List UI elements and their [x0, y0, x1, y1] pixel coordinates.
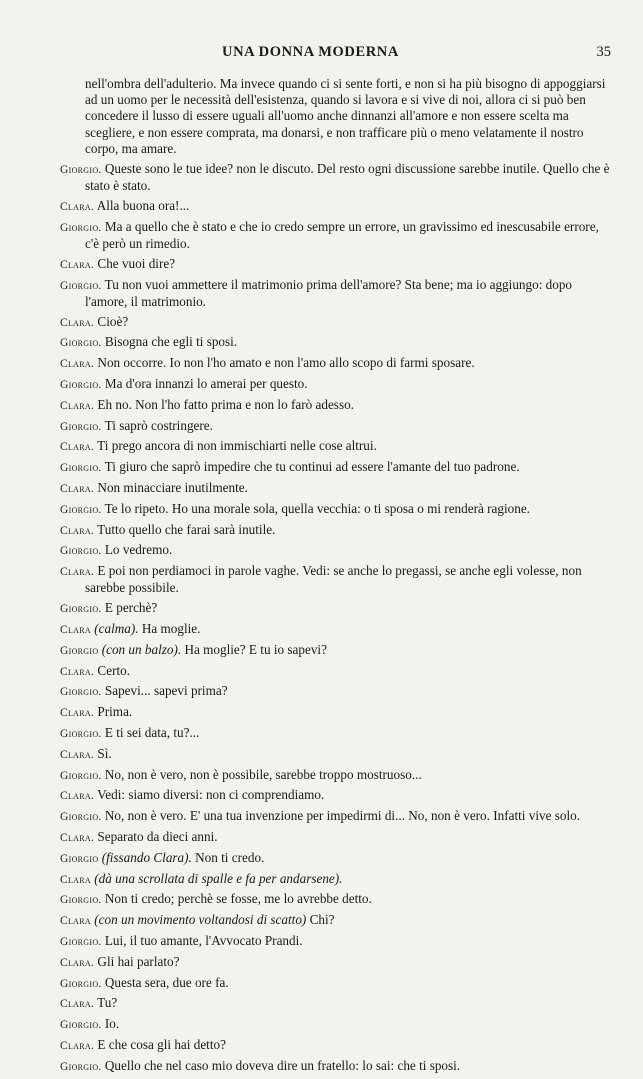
- speech-text: Sì.: [94, 745, 112, 761]
- speaker-name: Clara.: [60, 258, 95, 271]
- speech-text: Lui, il tuo amante, l'Avvocato Prandi.: [101, 932, 303, 948]
- speaker-name: Clara.: [60, 956, 95, 969]
- speech-text: Tu non vuoi ammettere il matrimonio prima dell'amore? Sta bene; ma io aggiungo: dopo l'amore, il matrimonio.: [85, 276, 573, 309]
- speech-text: Vedi: siamo diversi: non ci comprendiamo.: [94, 787, 325, 803]
- speaker-name: Clara.: [60, 790, 95, 803]
- stage-direction: (con un balzo).: [98, 641, 182, 657]
- dialogue-line: [60, 975, 610, 992]
- dialogue-line: [60, 683, 610, 700]
- dialogue-line: [60, 418, 610, 435]
- speaker-name: Clara.: [60, 524, 95, 537]
- speaker-name: Giorgio.: [60, 1019, 102, 1032]
- speech-text: Bisogna che egli ti sposi.: [101, 334, 238, 350]
- speech-text: Lo vedremo.: [101, 542, 173, 558]
- page-number: 35: [596, 44, 611, 60]
- speaker-name: Clara.: [60, 482, 95, 495]
- dialogue-line: [60, 642, 610, 659]
- speech-text: Che vuoi dire?: [94, 255, 176, 271]
- speech-text: Eh no. Non l'ho fatto prima e non lo farò adesso.: [94, 396, 354, 412]
- speaker-name: Giorgio.: [60, 164, 102, 177]
- speech-text: Ti giuro che saprò impedire che tu continui ad essere l'amante del tuo padrone.: [101, 459, 520, 475]
- dialogue-line: [60, 954, 610, 971]
- speech-text: E perchè?: [101, 600, 158, 616]
- speech-text: Alla buona ora!...: [94, 198, 190, 214]
- speech-text: Queste sono le tue idee? non le discuto. Del resto ogni discussione sarebbe inutile. Quello che è stato è stato.: [85, 161, 610, 194]
- speaker-name: Giorgio.: [60, 503, 102, 516]
- dialogue-line: [60, 933, 610, 950]
- dialogue-line: [60, 355, 610, 372]
- speaker-name: Giorgio.: [60, 894, 102, 907]
- speech-text: Separato da dieci anni.: [94, 828, 218, 844]
- dialogue-line: [60, 912, 610, 929]
- speech-text: Non occorre. Io non l'ho amato e non l'amo allo scopo di farmi sposare.: [94, 355, 475, 371]
- speech-text: Non ti credo.: [191, 849, 265, 865]
- speaker-name: Clara.: [60, 399, 95, 412]
- speech-text: E poi non perdiamoci in parole vaghe. Vedi: se anche lo pregassi, se anche egli volesse, non sarebbe possibile.: [85, 563, 582, 596]
- speaker-name: Giorgio.: [60, 935, 102, 948]
- speech-text: Io.: [101, 1016, 120, 1032]
- dialogue-line: [60, 563, 610, 596]
- speech-text: Ma d'ora innanzi lo amerai per questo.: [101, 376, 308, 391]
- dialogue-line: [60, 522, 610, 539]
- speaker-name: Clara: [60, 873, 91, 886]
- dialogue-line: [60, 621, 610, 638]
- dialogue-line: [60, 995, 610, 1012]
- speaker-name: Giorgio.: [60, 420, 102, 433]
- dialogue-line: [60, 376, 610, 393]
- dialogue-line: [60, 871, 610, 888]
- dialogue-line: [60, 334, 610, 351]
- speaker-name: Giorgio.: [60, 279, 102, 292]
- speech-text: Ti saprò costringere.: [101, 417, 213, 433]
- speech-text: Ti prego ancora di non immischiarti nelle cose altrui.: [94, 438, 377, 454]
- speaker-name: Clara.: [60, 998, 95, 1011]
- speaker-name: Giorgio.: [60, 603, 102, 616]
- speech-text: No, non è vero, non è possibile, sarebbe troppo mostruoso...: [101, 766, 422, 782]
- speech-text: No, non è vero. E' una tua invenzione per impedirmi di... No, non è vero. Infatti vive solo.: [101, 808, 581, 824]
- dialogue-line: [60, 256, 610, 273]
- speaker-name: Giorgio.: [60, 221, 102, 234]
- speaker-name: Giorgio.: [60, 811, 102, 824]
- speech-text: E ti sei data, tu?...: [101, 724, 200, 740]
- dialogue-line: [60, 480, 610, 497]
- dialogue-line: [60, 725, 610, 742]
- speaker-name: Giorgio: [60, 852, 99, 865]
- dialogue-line: [60, 829, 610, 846]
- speaker-name: Clara: [60, 915, 91, 928]
- speaker-name: Giorgio.: [60, 769, 102, 782]
- dialogue-line: [60, 542, 610, 559]
- dialogue-line: [60, 501, 610, 518]
- stage-direction: (calma).: [90, 620, 139, 636]
- stage-direction: (con un movimento voltandosi di scatto): [90, 912, 307, 928]
- speaker-name: Giorgio.: [60, 379, 102, 391]
- speech-text: Quello che nel caso mio doveva dire un fratello: lo sai: che ti sposi.: [101, 1057, 461, 1073]
- speaker-name: Clara.: [60, 831, 95, 844]
- speech-text: Tutto quello che farai sarà inutile.: [94, 521, 276, 537]
- speech-text: Chi?: [306, 912, 335, 928]
- speaker-name: Giorgio.: [60, 462, 102, 475]
- speaker-name: Clara.: [60, 316, 95, 329]
- speech-text: Gli hai parlato?: [94, 953, 180, 969]
- speaker-name: Giorgio.: [60, 1060, 102, 1073]
- dialogue-line: [60, 438, 610, 455]
- dialogue-line: [60, 746, 610, 763]
- dialogue-line: [60, 600, 610, 617]
- speech-text: Cioè?: [94, 313, 129, 329]
- dialogue-line: [60, 397, 610, 414]
- dialogue-line: [60, 787, 610, 804]
- speaker-name: Clara.: [60, 1039, 95, 1052]
- speech-text: Ma a quello che è stato e che io credo sempre un errore, un gravissimo ed inescusabile errore, c'è però un rimedio.: [85, 218, 599, 252]
- speaker-name: Clara.: [60, 441, 95, 454]
- speech-text: Ha moglie? E tu io sapevi?: [181, 641, 327, 657]
- speech-text: Non minacciare inutilmente.: [94, 479, 248, 495]
- speaker-name: Clara.: [60, 566, 95, 579]
- dialogue-line: [60, 1037, 610, 1054]
- dialogue-line: [60, 808, 610, 825]
- continuation-paragraph: nell'ombra dell'adulterio. Ma invece quando ci si sente forti, e non si ha più bisogno di appoggiarsi ad un uomo per le necessità dell'esistenza, quando si lavora e si vive di noi, allora ci si può ben concedere il lusso di essere uguali all'uomo anche dinnanzi all'amore e non essere scelta ma scegliere, e non essere comprata, ma donarsi, e non trafficare più o meno velatamente il nostro corpo, ma amare.: [85, 76, 606, 156]
- speech-text: Non ti credo; perchè se fosse, me lo avrebbe detto.: [101, 891, 372, 907]
- speaker-name: Giorgio.: [60, 337, 102, 350]
- running-header: [0, 44, 643, 64]
- speaker-name: Clara.: [60, 748, 95, 761]
- speaker-name: Clara: [60, 623, 91, 636]
- speaker-name: Giorgio: [60, 644, 99, 657]
- running-title: UNA DONNA MODERNA: [222, 44, 399, 60]
- speech-text: Sapevi... sapevi prima?: [101, 683, 228, 699]
- dialogue-line: [60, 850, 610, 867]
- dialogue-line: [60, 704, 610, 721]
- speaker-name: Clara.: [60, 707, 95, 720]
- dialogue-line: [60, 277, 610, 310]
- speaker-name: Clara.: [60, 201, 95, 214]
- dialogue-line: [60, 663, 610, 680]
- speech-text: E che cosa gli hai detto?: [94, 1036, 226, 1052]
- dialogue-line: [60, 198, 610, 215]
- dialogue-line: [60, 314, 610, 331]
- speech-text: Te lo ripeto. Ho una morale sola, quella vecchia: o ti sposa o mi renderà ragione.: [101, 500, 530, 516]
- speaker-name: Giorgio.: [60, 545, 102, 558]
- speech-text: Certo.: [94, 662, 131, 678]
- stage-direction: (fissando Clara).: [98, 849, 192, 865]
- text-block: [60, 76, 610, 1079]
- dialogue-line: [60, 767, 610, 784]
- dialogue-line: [60, 1058, 610, 1075]
- speech-text: Ha moglie.: [138, 620, 201, 636]
- dialogue-line: [60, 1016, 610, 1033]
- dialogue-line: [60, 219, 610, 252]
- speaker-name: Clara.: [60, 665, 95, 678]
- speech-text: Questa sera, due ore fa.: [101, 974, 229, 990]
- dialogue-line: [60, 161, 610, 194]
- stage-direction: (dà una scrollata di spalle e fa per andarsene).: [90, 870, 343, 886]
- speech-text: Tu?: [94, 995, 118, 1011]
- dialogue-line: [60, 459, 610, 476]
- speaker-name: Giorgio.: [60, 727, 102, 740]
- speaker-name: Giorgio.: [60, 977, 102, 990]
- speaker-name: Giorgio.: [60, 686, 102, 699]
- speech-text: Prima.: [94, 704, 133, 720]
- speaker-name: Clara.: [60, 358, 95, 371]
